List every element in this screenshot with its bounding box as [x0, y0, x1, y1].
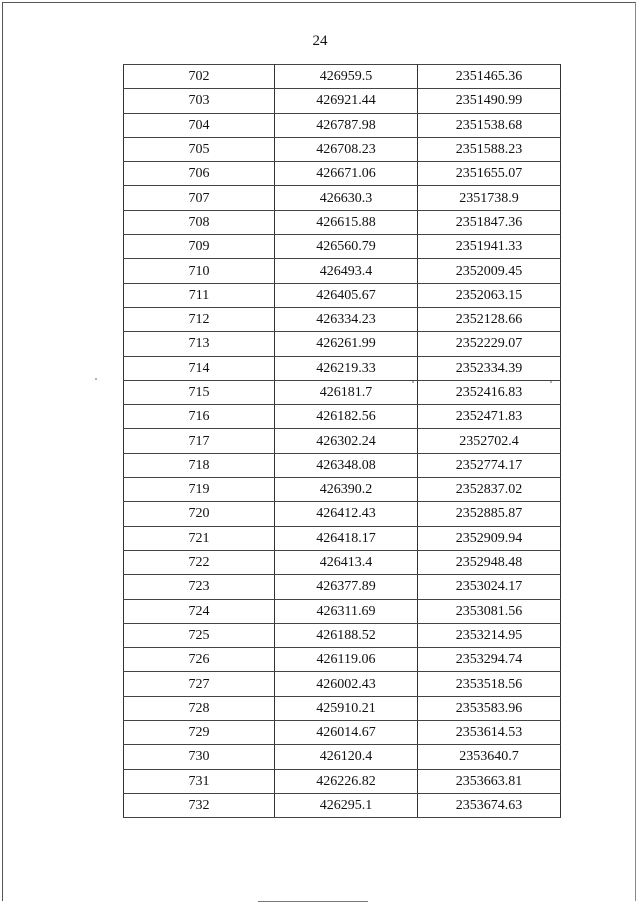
x-coordinate-cell: 426182.56: [275, 405, 418, 429]
point-number-cell: 723: [124, 575, 275, 599]
coordinates-table: [123, 64, 561, 818]
table-row: [124, 502, 561, 526]
y-coordinate-cell: 2353214.95: [418, 623, 561, 647]
point-number-cell: 722: [124, 550, 275, 574]
table-row: [124, 380, 561, 404]
x-coordinate-cell: 426405.67: [275, 283, 418, 307]
x-coordinate-cell: 426302.24: [275, 429, 418, 453]
y-coordinate-cell: 2352334.39: [418, 356, 561, 380]
point-number-cell: 725: [124, 623, 275, 647]
point-number-cell: 708: [124, 210, 275, 234]
point-number-cell: 726: [124, 648, 275, 672]
point-number-cell: 704: [124, 113, 275, 137]
point-number-cell: 709: [124, 235, 275, 259]
point-number-cell: 712: [124, 307, 275, 331]
y-coordinate-cell: 2351655.07: [418, 162, 561, 186]
table-row: [124, 599, 561, 623]
point-number-cell: 714: [124, 356, 275, 380]
x-coordinate-cell: 426334.23: [275, 307, 418, 331]
y-coordinate-cell: 2351538.68: [418, 113, 561, 137]
table-row: [124, 696, 561, 720]
point-number-cell: 729: [124, 721, 275, 745]
x-coordinate-cell: 426002.43: [275, 672, 418, 696]
point-number-cell: 717: [124, 429, 275, 453]
x-coordinate-cell: 426348.08: [275, 453, 418, 477]
table-row: [124, 259, 561, 283]
table-row: [124, 575, 561, 599]
x-coordinate-cell: 426921.44: [275, 89, 418, 113]
table-row: [124, 793, 561, 817]
table-row: [124, 332, 561, 356]
page-number: 24: [312, 33, 328, 49]
point-number-cell: 713: [124, 332, 275, 356]
y-coordinate-cell: 2352948.48: [418, 550, 561, 574]
y-coordinate-cell: 2353081.56: [418, 599, 561, 623]
point-number-cell: 731: [124, 769, 275, 793]
y-coordinate-cell: 2352885.87: [418, 502, 561, 526]
coordinates-table-body: [124, 65, 561, 818]
x-coordinate-cell: 426295.1: [275, 793, 418, 817]
table-row: [124, 453, 561, 477]
y-coordinate-cell: 2353614.53: [418, 721, 561, 745]
table-row: [124, 769, 561, 793]
point-number-cell: 716: [124, 405, 275, 429]
point-number-cell: 703: [124, 89, 275, 113]
point-number-cell: 724: [124, 599, 275, 623]
table-row: [124, 550, 561, 574]
point-number-cell: 710: [124, 259, 275, 283]
point-number-cell: 720: [124, 502, 275, 526]
point-number-cell: 719: [124, 478, 275, 502]
x-coordinate-cell: 426959.5: [275, 65, 418, 89]
y-coordinate-cell: 2353640.7: [418, 745, 561, 769]
table-row: [124, 65, 561, 89]
x-coordinate-cell: 426188.52: [275, 623, 418, 647]
table-row: [124, 721, 561, 745]
y-coordinate-cell: 2353294.74: [418, 648, 561, 672]
table-row: [124, 137, 561, 161]
x-coordinate-cell: 426226.82: [275, 769, 418, 793]
point-number-cell: 707: [124, 186, 275, 210]
table-row: [124, 745, 561, 769]
table-row: [124, 307, 561, 331]
point-number-cell: 706: [124, 162, 275, 186]
table-row: [124, 283, 561, 307]
x-coordinate-cell: 426119.06: [275, 648, 418, 672]
x-coordinate-cell: 426014.67: [275, 721, 418, 745]
bottom-rule: [258, 901, 368, 902]
y-coordinate-cell: 2352909.94: [418, 526, 561, 550]
y-coordinate-cell: 2352229.07: [418, 332, 561, 356]
x-coordinate-cell: 426560.79: [275, 235, 418, 259]
x-coordinate-cell: 426787.98: [275, 113, 418, 137]
y-coordinate-cell: 2352128.66: [418, 307, 561, 331]
table-row: [124, 623, 561, 647]
table-row: [124, 356, 561, 380]
table-row: [124, 162, 561, 186]
point-number-cell: 721: [124, 526, 275, 550]
x-coordinate-cell: 426390.2: [275, 478, 418, 502]
point-number-cell: 715: [124, 380, 275, 404]
x-coordinate-cell: 426219.33: [275, 356, 418, 380]
x-coordinate-cell: 426377.89: [275, 575, 418, 599]
x-coordinate-cell: 426181.7: [275, 380, 418, 404]
x-coordinate-cell: 426493.4: [275, 259, 418, 283]
y-coordinate-cell: 2352471.83: [418, 405, 561, 429]
table-row: [124, 89, 561, 113]
point-number-cell: 730: [124, 745, 275, 769]
y-coordinate-cell: 2352702.4: [418, 429, 561, 453]
point-number-cell: 711: [124, 283, 275, 307]
x-coordinate-cell: 426412.43: [275, 502, 418, 526]
point-number-cell: 718: [124, 453, 275, 477]
point-number-cell: 705: [124, 137, 275, 161]
y-coordinate-cell: 2353024.17: [418, 575, 561, 599]
x-coordinate-cell: 426708.23: [275, 137, 418, 161]
y-coordinate-cell: 2352837.02: [418, 478, 561, 502]
table-row: [124, 113, 561, 137]
y-coordinate-cell: 2352416.83: [418, 380, 561, 404]
point-number-cell: 727: [124, 672, 275, 696]
y-coordinate-cell: 2352009.45: [418, 259, 561, 283]
y-coordinate-cell: 2353663.81: [418, 769, 561, 793]
point-number-cell: 732: [124, 793, 275, 817]
table-row: [124, 429, 561, 453]
table-row: [124, 526, 561, 550]
table-row: [124, 235, 561, 259]
x-coordinate-cell: 426311.69: [275, 599, 418, 623]
y-coordinate-cell: 2353518.56: [418, 672, 561, 696]
scan-speck: [95, 378, 97, 380]
x-coordinate-cell: 426671.06: [275, 162, 418, 186]
table-row: [124, 405, 561, 429]
scan-speck: [412, 381, 414, 383]
x-coordinate-cell: 425910.21: [275, 696, 418, 720]
x-coordinate-cell: 426630.3: [275, 186, 418, 210]
y-coordinate-cell: 2351465.36: [418, 65, 561, 89]
y-coordinate-cell: 2353583.96: [418, 696, 561, 720]
y-coordinate-cell: 2351738.9: [418, 186, 561, 210]
table-row: [124, 648, 561, 672]
table-row: [124, 186, 561, 210]
y-coordinate-cell: 2351588.23: [418, 137, 561, 161]
y-coordinate-cell: 2351847.36: [418, 210, 561, 234]
table-row: [124, 478, 561, 502]
x-coordinate-cell: 426120.4: [275, 745, 418, 769]
point-number-cell: 728: [124, 696, 275, 720]
x-coordinate-cell: 426615.88: [275, 210, 418, 234]
y-coordinate-cell: 2353674.63: [418, 793, 561, 817]
y-coordinate-cell: 2351490.99: [418, 89, 561, 113]
scan-speck: [550, 381, 552, 383]
y-coordinate-cell: 2352063.15: [418, 283, 561, 307]
x-coordinate-cell: 426261.99: [275, 332, 418, 356]
y-coordinate-cell: 2352774.17: [418, 453, 561, 477]
point-number-cell: 702: [124, 65, 275, 89]
table-row: [124, 210, 561, 234]
x-coordinate-cell: 426413.4: [275, 550, 418, 574]
table-row: [124, 672, 561, 696]
y-coordinate-cell: 2351941.33: [418, 235, 561, 259]
x-coordinate-cell: 426418.17: [275, 526, 418, 550]
